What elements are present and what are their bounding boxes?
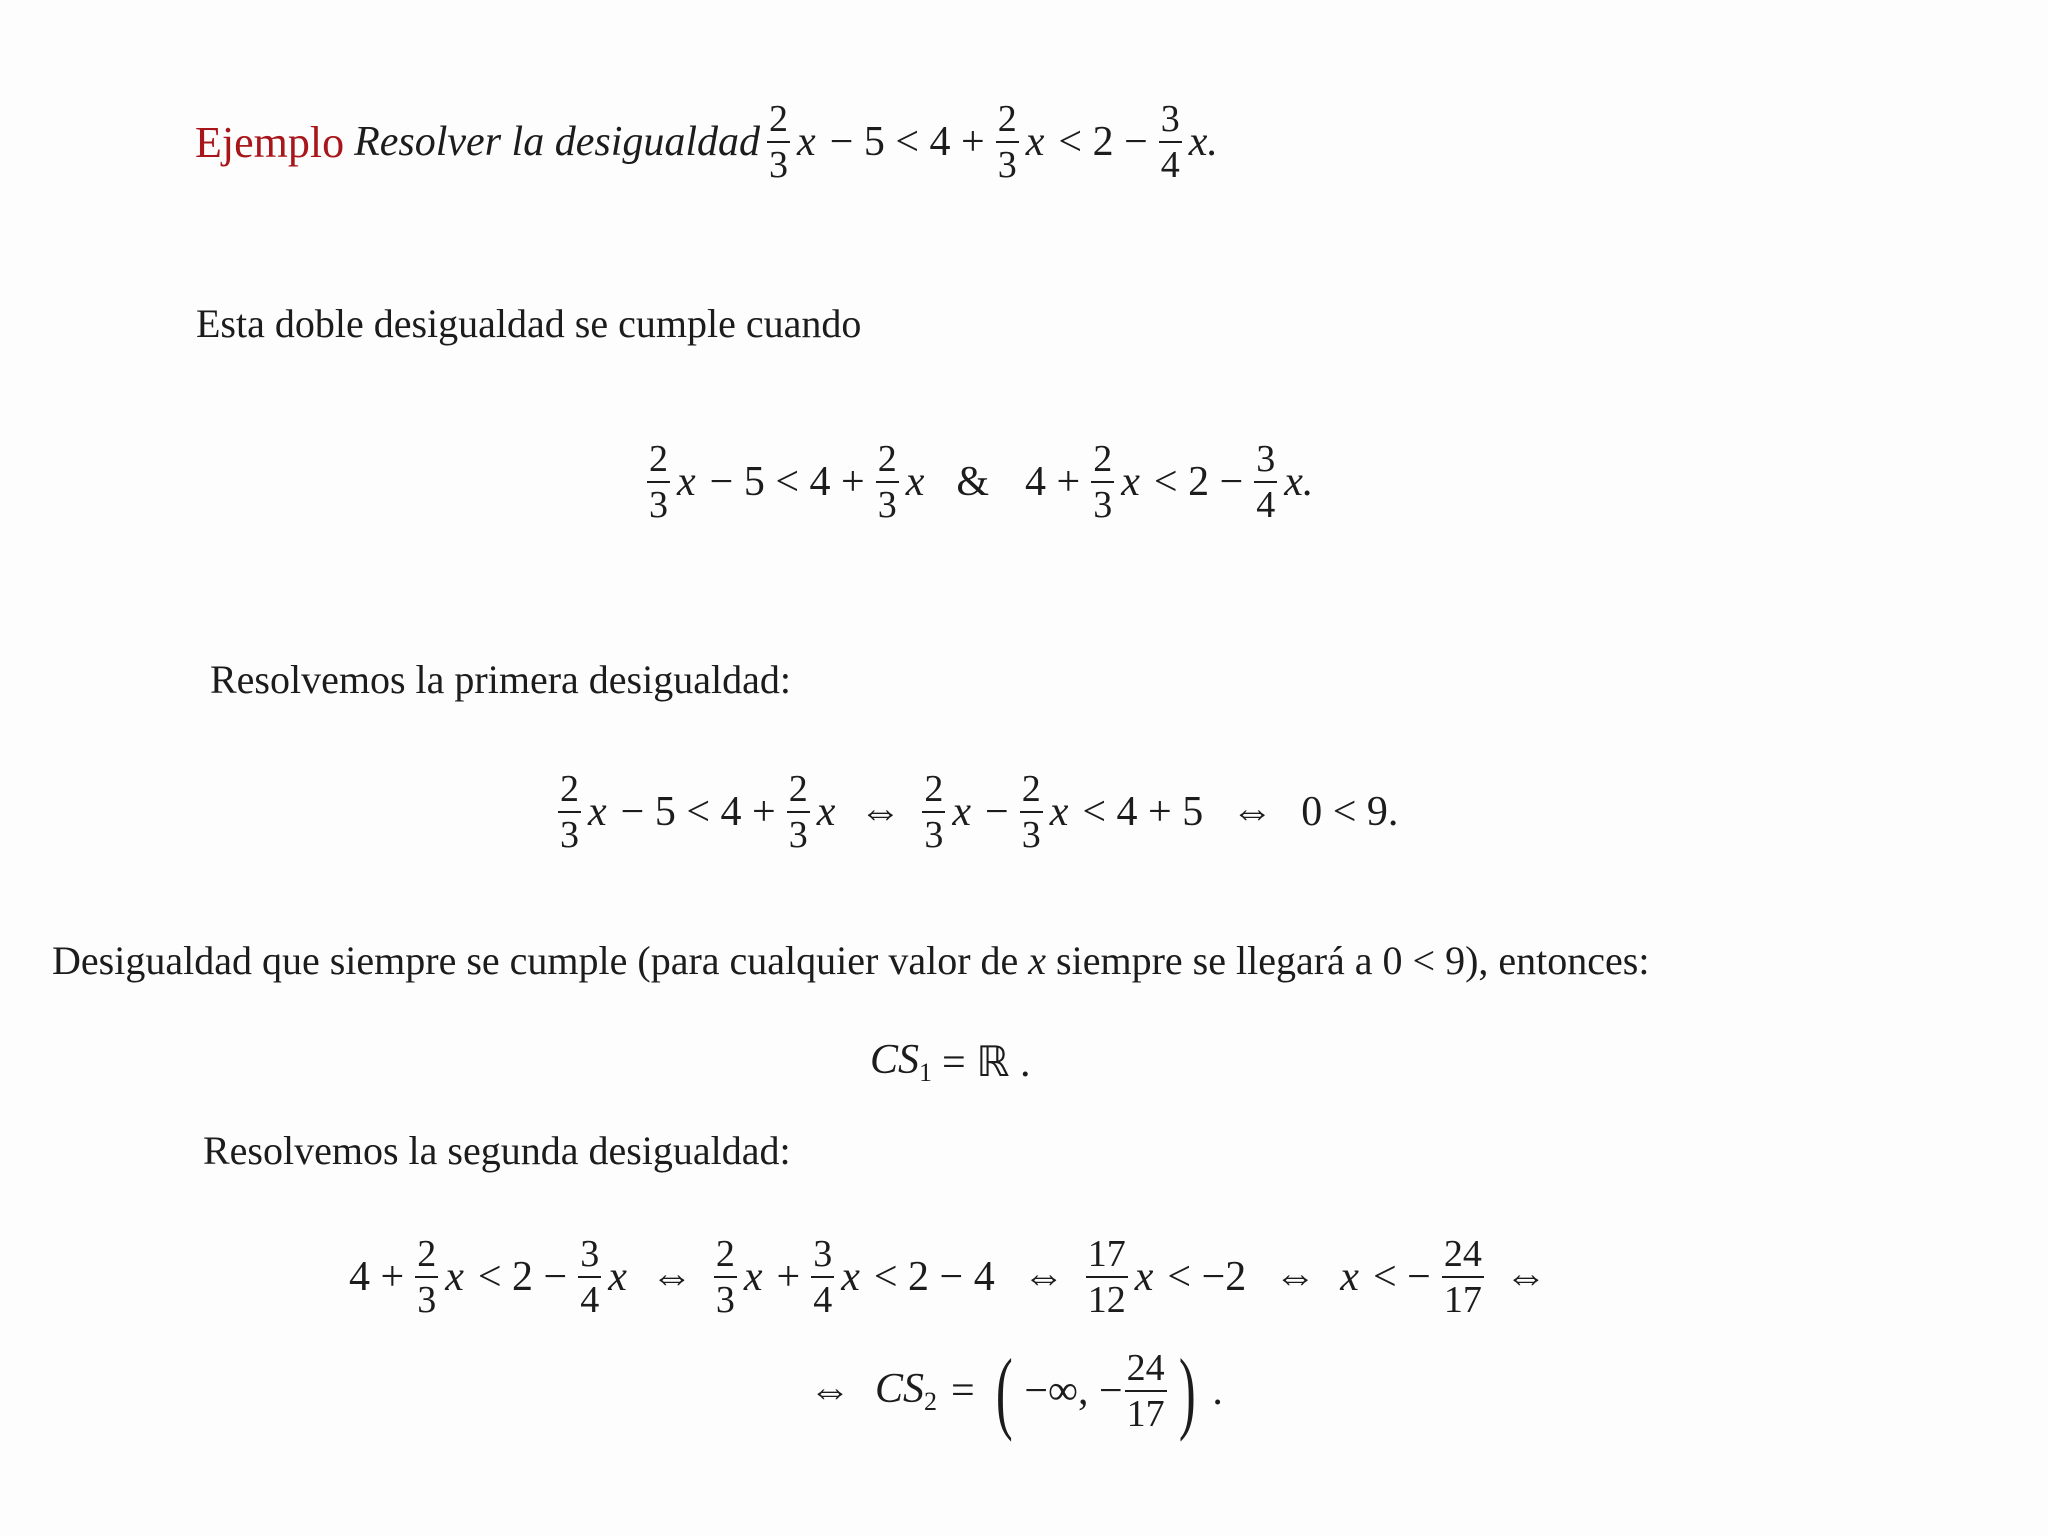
cs2-interval-left: −∞, − [1024,1368,1123,1414]
conclusion-variable: x [1028,938,1047,983]
example-statement: Resolver la desigualdad [354,119,761,165]
intro-text: Esta doble desigualdad se cumple cuando [196,301,862,346]
first-solution: $\frac{2}{3}$ x − 5 < 4 + $\frac{2}{3}$ x ⇔ $\frac{2}{3}$ x − $\frac{2}{3}$ x < 4 + 5 ⇔ 0 < 9. [560,768,1399,856]
cs1-name: $CS_1$ [870,1037,933,1087]
iff-symbol: ⇔ [1022,1254,1065,1300]
example-label: Ejemplo [195,117,345,167]
iff-symbol: ⇔ [650,1254,693,1300]
cs1-rhs: = ℝ . [942,1040,1031,1086]
iff-symbol: ⇔ [1231,789,1274,835]
example-line: Ejemplo Resolver la desigualdad $\frac{2}{3}$ x − 5 < 4 + $\frac{2}{3}$ x < 2 − $\frac{3}{4}$ x. [195,98,1218,186]
and-symbol: & [956,459,990,505]
fraction: $\frac{2}{3}$ [769,98,789,186]
second-heading: Resolvemos la segunda desigualdad: [203,1128,791,1173]
split-equation: $\frac{2}{3}$ x − 5 < 4 + $\frac{2}{3}$ x & 4 + $\frac{2}{3}$ x < 2 − $\frac{3}{4}$ x. [649,438,1314,526]
cs2-fraction: $\frac{24}{17}$ [1126,1347,1165,1435]
second-solution-line2: ⇔ $CS_2$ = ( −∞, − $\frac{24}{17}$ ) . [790,1345,1228,1437]
iff-symbol: ⇔ [859,789,902,835]
conclusion-part1: Desigualdad que siempre se cumple (para cualquier valor de [52,938,1019,983]
second-solution-line1: 4 + $\frac{2}{3}$ x < 2 − $\frac{3}{4}$ x ⇔ $\frac{2}{3}$ x + $\frac{3}{4}$ x < 2 − 4 ⇔ $\frac{17}{12}$ x < −2 ⇔ x < − $\frac{24}{17}$ ⇔ [340,1235,1566,1319]
cs2-name: $CS_2$ [875,1366,938,1416]
cs1-equation [865,1036,1035,1088]
iff-symbol: ⇔ [1504,1254,1547,1300]
fraction: $\frac{2}{3}$ [997,98,1017,186]
conclusion-part2: siempre se llegará a 0 < 9), entonces: [1056,938,1650,983]
iff-symbol: ⇔ [809,1368,851,1414]
first-heading: Resolvemos la primera desigualdad: [210,657,791,702]
conclusion-text [52,937,1649,984]
iff-symbol: ⇔ [1274,1254,1317,1300]
fraction: $\frac{3}{4}$ [1160,98,1180,186]
